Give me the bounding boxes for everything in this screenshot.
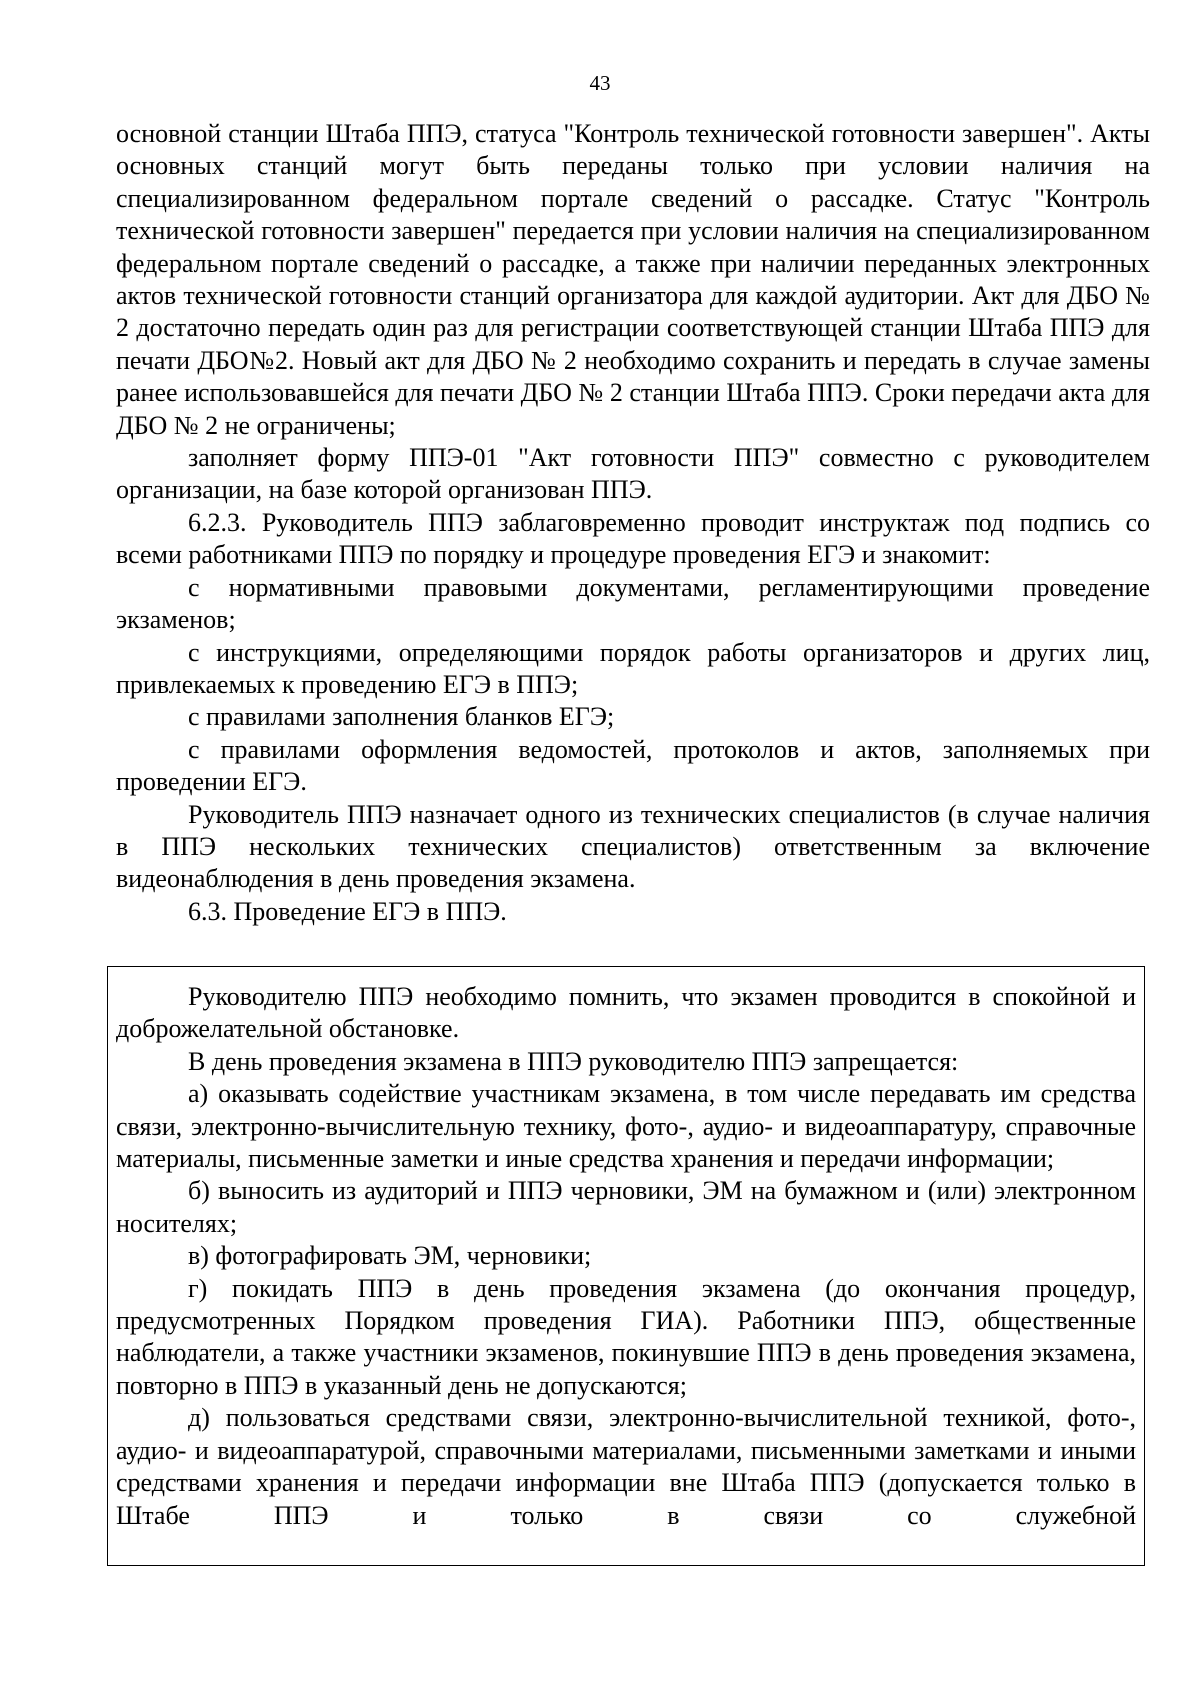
paragraph-5: с инструкциями, определяющими порядок работы организаторов и других лиц, привлекаемых к проведению ЕГЭ в ППЭ; xyxy=(116,637,1150,699)
paragraph-8: Руководитель ППЭ назначает одного из технических специалистов (в случае наличия в ППЭ нескольких технических специалистов) ответственным за включение видеонаблюдения в день проведения экзамена. xyxy=(116,799,1150,894)
box-paragraph-3: а) оказывать содействие участникам экзамена, в том числе передавать им средства связи, электронно-вычислительную технику, фото-, аудио- и видеоаппаратуру, справочные материалы, письменные заметки и иные средства хранения и передачи информации; xyxy=(116,1079,1136,1174)
box-paragraph-2: В день проведения экзамена в ППЭ руководителю ППЭ запрещается: xyxy=(188,1046,959,1076)
paragraph-1: основной станции Штаба ППЭ, статуса "Контроль технической готовности завершен". Акты основных станций могут быть переданы только при условии наличия на специализированном федеральном портале сведений о рассадке. Статус "Контроль технической готовности завершен" передается при условии наличия на специализированном федеральном портале сведений о рассадке, а также при наличии переданных электронных актов технической готовности станций организатора для каждой аудитории. Акт для ДБО № 2 достаточно передать один раз для регистрации соответствующей станции Штаба ППЭ для печати ДБО№2. Новый акт для ДБО № 2 необходимо сохранить и передать в случае замены ранее использовавшейся для печати ДБО № 2 станции Штаба ППЭ. Сроки передачи акта для ДБО № 2 не ограничены; xyxy=(116,119,1150,440)
paragraph-7: с правилами оформления ведомостей, протоколов и актов, заполняемых при проведении ЕГЭ. xyxy=(116,734,1150,797)
paragraph-6: с правилами заполнения бланков ЕГЭ; xyxy=(188,702,615,732)
section-heading-6-3: 6.3. Проведение ЕГЭ в ППЭ. xyxy=(188,896,507,926)
box-paragraph-7: д) пользоваться средствами связи, электронно-вычислительной техникой, фото-, аудио- и видеоаппаратурой, справочными материалами, письменными заметками и иными средствами хранения и передачи информации вне Штаба ППЭ (допускается только в Штабе ППЭ и только в связи со служебной xyxy=(116,1403,1136,1530)
box-paragraph-5: в) фотографировать ЭМ, черновики; xyxy=(188,1241,592,1271)
box-paragraph-6: г) покидать ППЭ в день проведения экзамена (до окончания процедур, предусмотренных Порядком проведения ГИА). Работники ППЭ, общественные наблюдатели, а также участники экзаменов, покинувшие ППЭ в день проведения экзамена, повторно в ППЭ в указанный день не допускаются; xyxy=(116,1273,1136,1400)
framed-notice-box xyxy=(107,966,1145,1566)
page-number: 43 xyxy=(589,71,611,95)
paragraph-3: 6.2.3. Руководитель ППЭ заблаговременно проводит инструктаж под подпись со всеми работниками ППЭ по порядку и процедуре проведения ЕГЭ и знакомит: xyxy=(116,507,1150,570)
paragraph-4: с нормативными правовыми документами, регламентирующими проведение экзаменов; xyxy=(116,572,1150,635)
main-text xyxy=(116,118,1150,928)
box-paragraph-1: Руководителю ППЭ необходимо помнить, что экзамен проводится в спокойной и доброжелательной обстановке. xyxy=(116,982,1136,1044)
paragraph-2: заполняет форму ППЭ-01 "Акт готовности ППЭ" совместно с руководителем организации, на базе которой организован ППЭ. xyxy=(116,443,1150,505)
box-paragraph-4: б) выносить из аудиторий и ППЭ черновики, ЭМ на бумажном и (или) электронном носителях; xyxy=(116,1176,1136,1238)
